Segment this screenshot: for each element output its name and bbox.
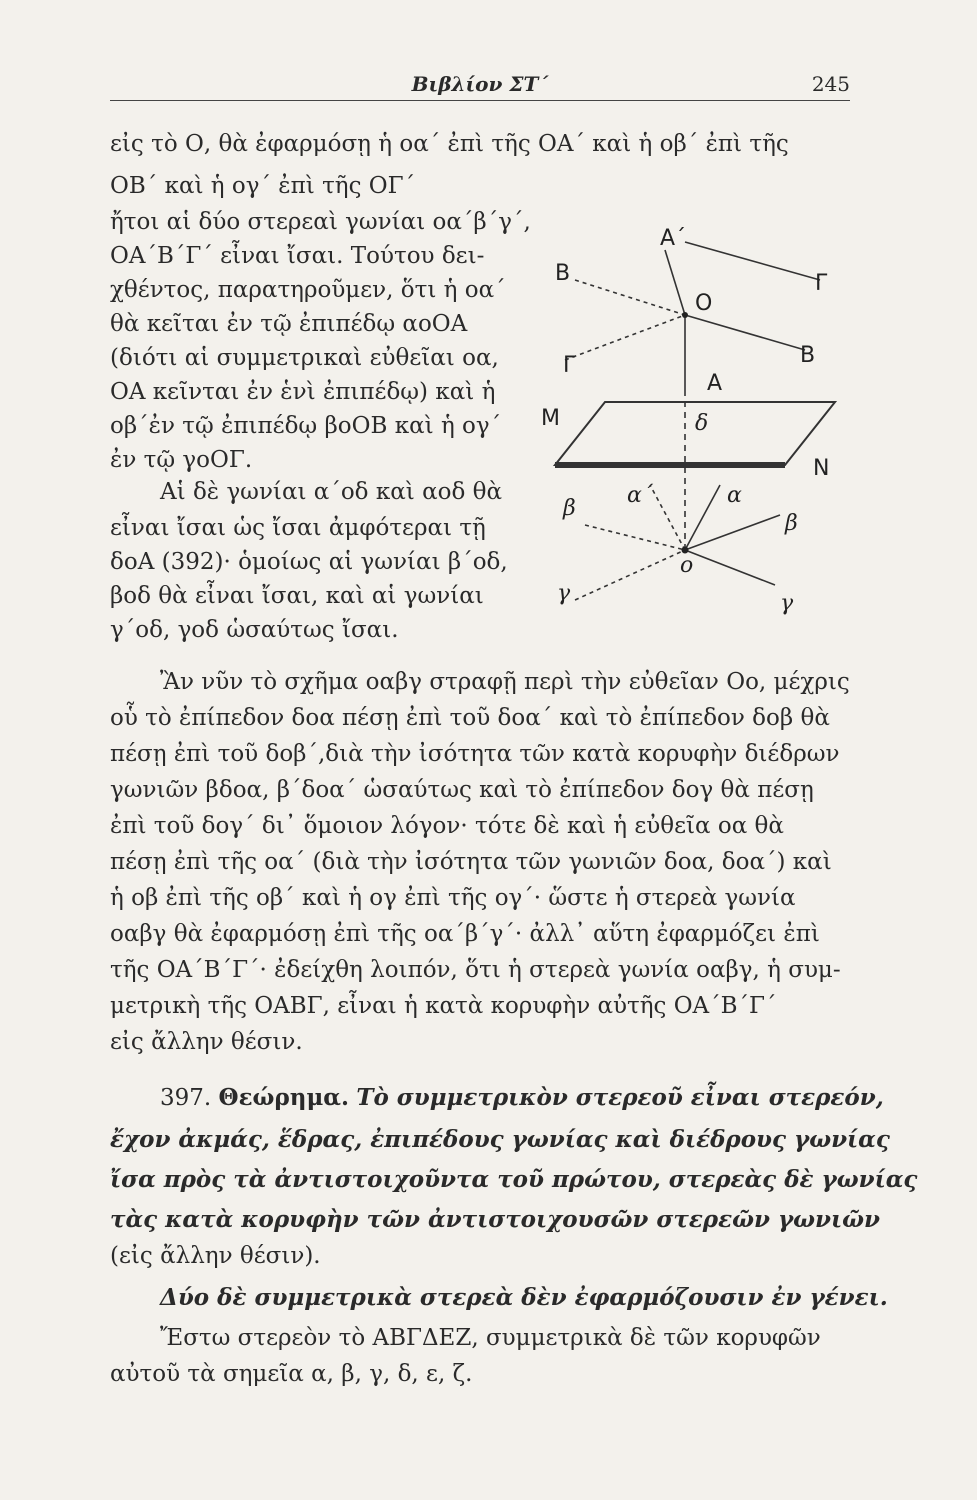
text-line: βοδ θὰ εἶναι ἴσαι, καὶ αἱ γωνίαι [110,583,484,609]
label-A-prime: A΄ [660,226,687,251]
theorem-note: Δύο δὲ συμμετρικὰ στερεὰ δὲν ἐφαρμόζουσιν ἐν γένει. [160,1284,888,1311]
line-O-Aprime [665,250,685,315]
theorem-heading [160,1082,884,1114]
text-line: χθέντος, παρατηροῦμεν, ὅτι ἡ οα΄ [110,277,506,303]
theorem-tail: (εἰς ἄλλην θέσιν). [110,1243,321,1269]
page-number: 245 [811,72,850,96]
line-o-beta [685,515,780,550]
line-B-O-dashed [575,280,685,315]
label-gamma-right: γ [780,591,794,616]
text-line: οὗ τὸ ἐπίπεδον δοα πέσῃ ἐπὶ τοῦ δοα΄ καὶ τὸ ἐπίπεδον δοβ θὰ [110,705,830,731]
text-line: ἤτοι αἱ δύο στερεαὶ γωνίαι οα΄β΄γ΄, [110,209,531,235]
theorem-label: Θεώρημα. [218,1084,350,1111]
label-M: M [541,406,560,431]
label-B-right: B [800,343,816,368]
label-A: A [707,371,723,396]
proof-line: αὐτοῦ τὰ σημεῖα α, β, γ, δ, ε, ζ. [110,1361,473,1387]
line-G-O-dashed [565,315,685,360]
text-line: εἰς τὸ Ο, θὰ ἐφαρμόσῃ ἡ οα΄ ἐπὶ τῆς ΟΑ΄ καὶ ἡ οβ΄ ἐπὶ τῆς [110,131,789,157]
text-line: γ΄οδ, γοδ ὡσαύτως ἴσαι. [110,617,399,643]
text-line: ἡ οβ ἐπὶ τῆς οβ΄ καὶ ἡ ογ ἐπὶ τῆς ογ΄· ὥστε ἡ στερεὰ γωνία [110,885,796,911]
label-beta-left: β [563,496,576,521]
theorem-text: ἔχον ἀκμάς, ἕδρας, ἐπιπέδους γωνίας καὶ διέδρους γωνίας [110,1126,890,1153]
point-O [682,312,688,318]
running-title: Βιβλίον ΣΤ΄ [411,72,549,96]
label-alpha-prime: α΄ [627,483,653,508]
text-line: Αἱ δὲ γωνίαι α΄οδ καὶ αοδ θὰ [160,479,502,505]
theorem-text: τὰς κατὰ κορυφὴν τῶν ἀντιστοιχουσῶν στερεῶν γωνιῶν [110,1206,880,1233]
text-line: θὰ κεῖται ἐν τῷ ἐπιπέδῳ αοΟΑ [110,311,468,337]
label-gamma-left: γ [557,581,571,606]
text-line: ΟΑ΄Β΄Γ΄ εἶναι ἴσαι. Τούτου δει- [110,243,485,269]
text-line: εἶναι ἴσαι ὡς ἴσαι ἀμφότεραι τῇ [110,515,486,541]
proof-line: Ἔστω στερεὸν τὸ ΑΒΓΔΕΖ, συμμετρικὰ δὲ τῶν κορυφῶν [160,1325,821,1351]
theorem-number: 397. [160,1085,212,1111]
text-line: εἰς ἄλλην θέσιν. [110,1029,303,1055]
line-o-alpha [685,485,720,550]
theorem-text: Τὸ συμμετρικὸν στερεοῦ εἶναι στερεόν, [356,1084,884,1111]
theorem-text: ἴσα πρὸς τὰ ἀντιστοιχοῦντα τοῦ πρώτου, στερεὰς δὲ γωνίας [110,1166,918,1193]
label-alpha: α [727,483,742,508]
text-line: τῆς ΟΑ΄Β΄Γ΄· ἐδείχθη λοιπόν, ὅτι ἡ στερεὰ γωνία οαβγ, ἡ συμ- [110,957,841,983]
label-N: N [813,456,830,481]
line-o-gamma [685,550,775,585]
symmetric-solid-angle-figure [535,140,855,640]
label-Gamma-left: Γ [563,353,576,378]
line-O-G [685,242,820,280]
text-line: ΟΒ΄ καὶ ἡ ογ΄ ἐπὶ τῆς ΟΓ΄ [110,173,416,199]
text-line: ἐν τῷ γοΟΓ. [110,447,253,473]
text-line: οβ΄ἐν τῷ ἐπιπέδῳ βοΟΒ καὶ ἡ ογ΄ [110,413,502,439]
label-O: O [695,291,713,316]
text-line: πέσῃ ἐπὶ τῆς οα΄ (διὰ τὴν ἰσότητα τῶν γωνιῶν δοα, δοα΄) καὶ [110,849,832,875]
text-line: ΟΑ κεῖνται ἐν ἑνὶ ἐπιπέδῳ) καὶ ἡ [110,379,496,405]
line-gamma-o-dashed [575,550,685,600]
text-line: γωνιῶν βδοα, β΄δοα΄ ὡσαύτως καὶ τὸ ἐπίπεδον δογ θὰ πέσῃ [110,777,814,803]
text-line: ἐπὶ τοῦ δογ΄ δι᾽ ὅμοιον λόγον· τότε δὲ καὶ ἡ εὐθεῖα οα θὰ [110,813,784,839]
label-o: o [680,553,694,578]
text-line: Ἂν νῦν τὸ σχῆμα οαβγ στραφῇ περὶ τὴν εὐθεῖαν Οο, μέχρις [160,669,850,695]
line-beta-o-dashed [585,525,685,550]
text-line: οαβγ θὰ ἐφαρμόσῃ ἐπὶ τῆς οα΄β΄γ΄· ἀλλ᾽ αὕτη ἐφαρμόζει ἐπὶ [110,921,820,947]
text-line: (διότι αἱ συμμετρικαὶ εὐθεῖαι οα, [110,345,499,371]
line-O-B [685,315,805,350]
label-B: B [555,261,571,286]
label-Gamma: Γ [815,271,828,296]
line-o-alpha-prime [650,485,685,550]
text-line: δοΑ (392)· ὁμοίως αἱ γωνίαι β΄οδ, [110,549,508,575]
page-header [110,70,850,101]
label-delta: δ [695,411,709,436]
text-line: πέσῃ ἐπὶ τοῦ δοβ΄,διὰ τὴν ἰσότητα τῶν κατὰ κορυφὴν διέδρων [110,741,840,767]
label-beta-right: β [785,511,798,536]
text-line: μετρικὴ τῆς ΟΑΒΓ, εἶναι ἡ κατὰ κορυφὴν αὐτῆς ΟΑ΄Β΄Γ΄ [110,993,777,1019]
